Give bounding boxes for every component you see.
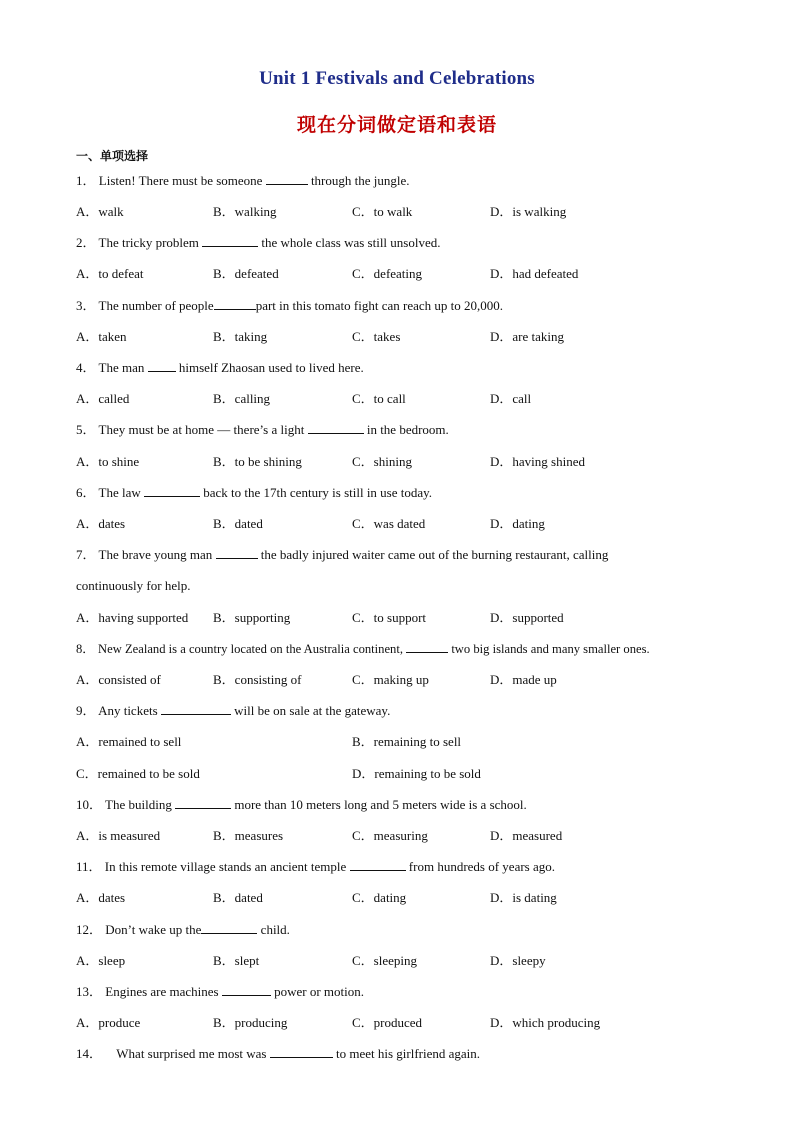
question-text-after: child. [260, 922, 290, 937]
question-text-before: The brave young man [98, 547, 213, 562]
option-d: D．which producing [490, 1015, 601, 1030]
option-c: C．to walk [352, 204, 413, 219]
page-subtitle: 现在分词做定语和表语 [296, 114, 497, 136]
option-d: D．dating [490, 516, 545, 531]
question-11 [76, 859, 555, 875]
question-13 [76, 984, 364, 1000]
option-b: B．dated [213, 516, 263, 531]
option-a: A．dates [76, 890, 126, 905]
answer-blank [201, 922, 257, 934]
option-b: B．measures [213, 828, 284, 843]
question-text-before: The law [98, 485, 141, 500]
question-number: 8． [76, 642, 95, 656]
option-d: D．is walking [490, 204, 567, 219]
option-d: D．remaining to be sold [352, 766, 481, 781]
option-c: C．takes [352, 329, 401, 344]
answer-blank [216, 547, 258, 559]
option-a: A．taken [76, 329, 127, 344]
question-text-after: the whole class was still unsolved. [261, 235, 441, 250]
option-d: D．is dating [490, 890, 557, 905]
question-text-after: from hundreds of years ago. [408, 859, 556, 874]
question-text-after: part in this tomato fight can reach up to 20,000. [255, 298, 503, 313]
option-a: A．to defeat [76, 266, 144, 281]
question-number: 2． [76, 235, 96, 250]
option-d: D．are taking [490, 329, 565, 344]
option-c: C．to call [352, 391, 406, 406]
question-text-before: New Zealand is a country located on the Australia continent, [98, 642, 403, 656]
question-number: 1． [76, 173, 96, 188]
page-title: Unit 1 Festivals and Celebrations [259, 68, 535, 89]
option-a: A．consisted of [76, 672, 161, 687]
option-d: D．sleepy [490, 953, 546, 968]
answer-blank [144, 485, 200, 497]
question-text-before: What surprised me most was [116, 1046, 267, 1061]
question-number: 7． [76, 547, 96, 562]
question-text-before: The man [98, 360, 145, 375]
question-text-after: more than 10 meters long and 5 meters wide is a school. [234, 797, 527, 812]
question-10 [76, 797, 527, 813]
question-8 [76, 641, 650, 657]
option-a: A．sleep [76, 953, 126, 968]
option-d: D．made up [490, 672, 557, 687]
question-2 [76, 235, 440, 251]
question-text-after: through the jungle. [310, 173, 410, 188]
option-b: B．calling [213, 391, 271, 406]
question-text-after: will be on sale at the gateway. [234, 703, 391, 718]
question-4 [76, 360, 364, 376]
option-c: C．dating [352, 890, 407, 905]
answer-blank [214, 298, 256, 310]
option-a: A．remained to sell [76, 734, 182, 749]
question-text-before: Engines are machines [105, 984, 219, 999]
option-b: B．to be shining [213, 454, 302, 469]
question-number: 13． [76, 984, 103, 999]
question-text-after: power or motion. [274, 984, 365, 999]
section-heading: 一、单项选择 [76, 149, 149, 163]
question-text-after: back to the 17th century is still in use today. [203, 485, 433, 500]
answer-blank [270, 1046, 333, 1058]
option-d: D．call [490, 391, 532, 406]
question-text-after: the badly injured waiter came out of the burning restaurant, calling [260, 547, 609, 562]
question-text-after: to meet his girlfriend again. [335, 1046, 481, 1061]
option-b: B．walking [213, 204, 277, 219]
option-c: C．measuring [352, 828, 428, 843]
question-14 [76, 1046, 480, 1062]
question-3 [76, 298, 503, 314]
option-c: C．was dated [352, 516, 426, 531]
option-c: C．making up [352, 672, 429, 687]
option-a: A．having supported [76, 610, 189, 625]
option-c: C．sleeping [352, 953, 417, 968]
question-number: 12． [76, 922, 103, 937]
answer-blank [350, 859, 406, 871]
question-text-before: Don’t wake up the [105, 922, 202, 937]
option-b: B．taking [213, 329, 268, 344]
option-c: C．defeating [352, 266, 423, 281]
answer-blank [202, 235, 258, 247]
question-text-before: They must be at home — there’s a light [98, 422, 305, 437]
option-d: D．having shined [490, 454, 585, 469]
question-number: 9． [76, 703, 96, 718]
option-a: A．is measured [76, 828, 161, 843]
question-number: 14． [76, 1046, 103, 1061]
question-text-after: himself Zhaosan used to lived here. [178, 360, 364, 375]
question-text-before: The building [105, 797, 172, 812]
question-number: 10． [76, 797, 103, 812]
option-a: A．produce [76, 1015, 141, 1030]
question-text-before: Any tickets [98, 703, 158, 718]
question-text-before: In this remote village stands an ancient temple [104, 859, 347, 874]
option-a: A．walk [76, 204, 124, 219]
option-a: A．to shine [76, 454, 140, 469]
question-7 [76, 547, 608, 563]
option-a: A．called [76, 391, 130, 406]
option-d: D．supported [490, 610, 564, 625]
option-c: C．produced [352, 1015, 423, 1030]
answer-blank [148, 360, 176, 372]
option-b: B．remaining to sell [352, 734, 462, 749]
answer-blank [308, 422, 364, 434]
option-b: B．consisting of [213, 672, 302, 687]
option-c: C．remained to be sold [76, 766, 200, 781]
question-number: 3． [76, 298, 96, 313]
question-number: 11． [76, 859, 102, 874]
question-1 [76, 173, 410, 189]
option-d: D．measured [490, 828, 563, 843]
option-b: B．defeated [213, 266, 279, 281]
option-c: C．to support [352, 610, 427, 625]
answer-blank [175, 797, 231, 809]
question-number: 4． [76, 360, 96, 375]
question-6 [76, 485, 432, 501]
question-7-continuation: continuously for help. [76, 578, 191, 593]
question-text-after: in the bedroom. [366, 422, 449, 437]
answer-blank [406, 641, 448, 653]
question-text-before: Listen! There must be someone [98, 173, 263, 188]
option-b: B．dated [213, 890, 263, 905]
question-9 [76, 703, 390, 719]
question-text-after: two big islands and many smaller ones. [451, 642, 650, 656]
option-b: B．supporting [213, 610, 291, 625]
option-b: B．producing [213, 1015, 288, 1030]
option-b: B．slept [213, 953, 260, 968]
question-number: 5． [76, 422, 96, 437]
question-12 [76, 922, 290, 938]
question-5 [76, 422, 449, 438]
option-c: C．shining [352, 454, 412, 469]
question-number: 6． [76, 485, 96, 500]
question-text-before: The number of people [98, 298, 214, 313]
answer-blank [266, 173, 308, 185]
option-d: D．had defeated [490, 266, 579, 281]
option-a: A．dates [76, 516, 126, 531]
answer-blank [222, 984, 271, 996]
answer-blank [161, 703, 231, 715]
question-text-before: The tricky problem [98, 235, 199, 250]
